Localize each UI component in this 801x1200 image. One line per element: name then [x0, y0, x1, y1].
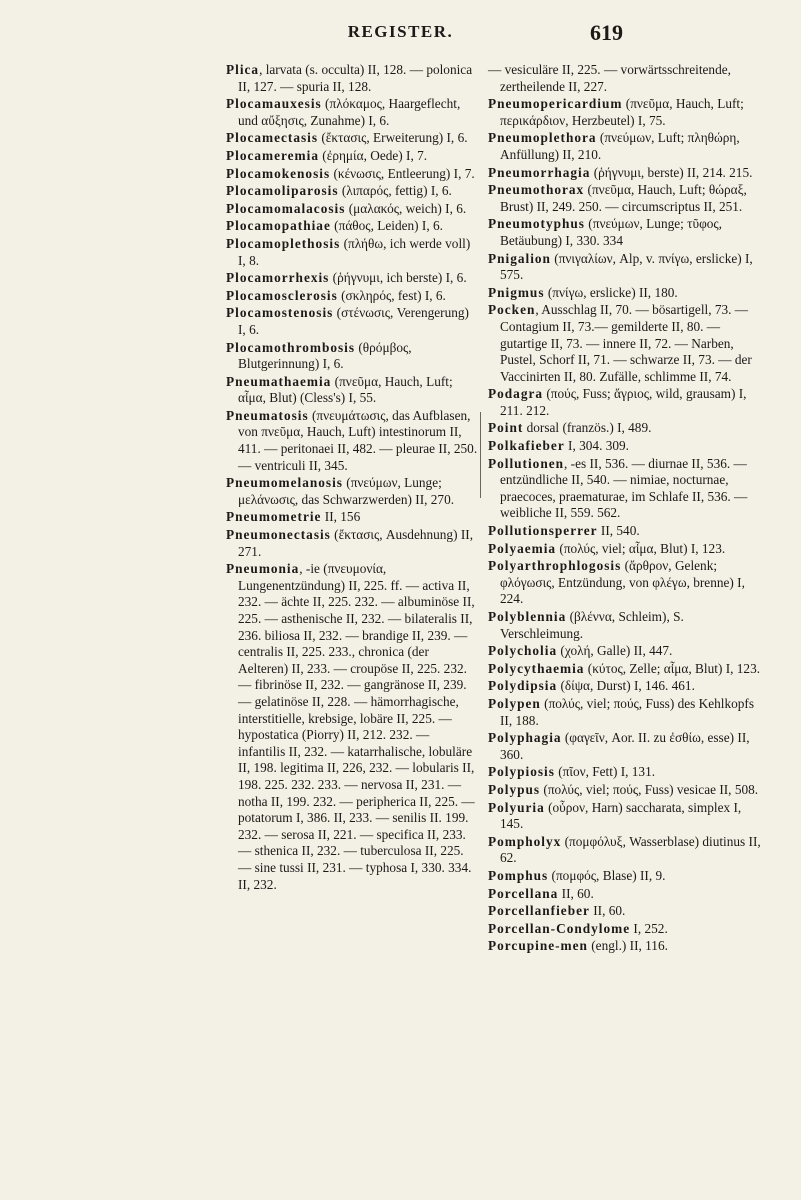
- index-term: Pneumoplethora: [488, 130, 597, 146]
- index-entry: [488, 130, 766, 163]
- index-entry: [226, 270, 478, 287]
- index-term: Polyblennia: [488, 609, 567, 624]
- index-entry-text: (ἄρθρον, Gelenk; φλόγωσις, Entzündung, von φλέγω, brenne) I, 224.: [500, 558, 745, 607]
- index-entry-text: (πνίγω, erslicke) II, 180.: [544, 284, 678, 300]
- index-entry: [488, 868, 766, 885]
- index-entry-text: (πνεῦμα, Hauch, Luft; περικάρδιον, Herzbeutel) I, 75.: [500, 96, 744, 128]
- page-number: 619: [590, 20, 623, 45]
- index-entry: [226, 148, 478, 165]
- index-entry: [226, 509, 478, 526]
- index-entry: [488, 764, 766, 781]
- index-term: Pneumopericardium: [488, 96, 623, 112]
- index-entry: [226, 340, 478, 373]
- index-entry-text: I, 304. 309.: [564, 438, 629, 454]
- index-term: Porcellan-Condylome: [488, 920, 631, 936]
- index-entry-text: , Ausschlag II, 70. — bösartigell, 73. — Contagium II, 73.— gemilderte II, 80. — gutartige II, 73. — innere II, 72. — Narben, Pustel, Schorf II, 71. — schwarze II, 73. — der Vaccinirten II, 80. Zufälle, schlimme II, 74.: [500, 302, 752, 384]
- index-entry: [226, 236, 478, 269]
- index-entry-text: (πολύς, viel; πούς, Fuss) vesicae II, 508.: [540, 781, 759, 797]
- index-entry-text: (πνεῦμα, Hauch, Luft; αἷμα, Blut) (Cless's) I, 55.: [238, 373, 453, 406]
- index-entry-text: (πῖον, Fett) I, 131.: [554, 764, 656, 780]
- index-term: Polkafieber: [488, 438, 565, 454]
- index-entry: [488, 302, 766, 385]
- index-entry-text: (πλήθω, ich werde voll) I, 8.: [238, 235, 471, 268]
- index-term: Point: [488, 420, 524, 436]
- index-entry-text: (πολύς, viel; πούς, Fuss) des Kehlkopfs II, 188.: [500, 695, 755, 728]
- index-entry: [226, 305, 478, 338]
- index-entry-text: , -es II, 536. — diurnae II, 536. — entzündliche II, 540. — nimiae, nocturnae, praecoces, praematurae, im Schlafe II, 536. — weibliche II, 559. 562.: [500, 455, 748, 521]
- index-entry-text: (πνιγαλίων, Alp, v. πνίγω, erslicke) I, 575.: [500, 250, 753, 283]
- index-entry: [226, 527, 478, 560]
- index-entry-text: (πούς, Fuss; ἄγριος, wild, grausam) I, 211. 212.: [500, 386, 747, 418]
- index-entry-text: (πνεῦμα, Hauch, Luft; θώραξ, Brust) II, 249. 250. — circumscriptus II, 251.: [500, 182, 747, 214]
- index-entry: [488, 834, 766, 867]
- index-entry: [488, 386, 766, 419]
- running-head: REGISTER.: [347, 22, 454, 41]
- index-entry-text: (ἔκτασις, Ausdehnung) II, 271.: [238, 527, 474, 559]
- index-term: Pneumometrie: [226, 509, 322, 525]
- index-entry-text: (στένωσις, Verengerung) I, 6.: [238, 305, 469, 337]
- index-entry-text: (ἐρημία, Oede) I, 7.: [318, 147, 428, 163]
- index-term: Podagra: [488, 386, 544, 402]
- index-entry-text: (φαγεῖν, Aor. II. zu ἐσθίω, esse) II, 360.: [500, 730, 750, 762]
- index-term: Pneumonia: [226, 561, 300, 577]
- index-entry: [226, 183, 478, 200]
- index-entry: [226, 96, 478, 129]
- index-entry: [226, 201, 478, 218]
- index-entry: [488, 661, 766, 678]
- index-entry: [488, 800, 766, 833]
- index-term: Plocamectasis: [226, 130, 319, 146]
- index-entry: [488, 678, 766, 695]
- index-entry: [488, 886, 766, 903]
- index-column-right: [488, 62, 766, 956]
- index-entry: [226, 166, 478, 183]
- index-entry-text: (θρόμβος, Blutgerinnung) I, 6.: [238, 339, 412, 372]
- index-entry: [226, 475, 478, 508]
- index-entry: [488, 62, 766, 95]
- index-entry-text: (ῥήγνυμι, berste) II, 214. 215.: [590, 164, 753, 180]
- index-entry: [488, 251, 766, 284]
- index-term: Polycholia: [488, 643, 558, 659]
- index-entry-text: (engl.) II, 116.: [587, 938, 668, 954]
- index-term: Pollutionsperrer: [488, 523, 598, 539]
- index-entry-text: (ῥήγνυμι, ich berste) I, 6.: [329, 270, 467, 286]
- index-term: Polypus: [488, 781, 541, 797]
- index-term: Pneumatosis: [226, 407, 309, 423]
- index-term: Polyuria: [488, 799, 545, 815]
- index-term: Plocameremia: [226, 147, 319, 163]
- index-entry-text: I, 252.: [630, 920, 668, 936]
- index-entry-text: (πάθος, Leiden) I, 6.: [330, 218, 443, 234]
- index-term: Pnigalion: [488, 250, 551, 266]
- index-term: Polycythaemia: [488, 660, 585, 676]
- index-entry-text: (κύτος, Zelle; αἷμα, Blut) I, 123.: [584, 660, 761, 676]
- index-term: Pneumothorax: [488, 182, 585, 198]
- index-term: Polyaemia: [488, 540, 557, 556]
- index-entry-text: II, 60.: [558, 885, 594, 901]
- index-entry-text: (λιπαρός, fettig) I, 6.: [338, 183, 452, 199]
- index-entry: [488, 165, 766, 182]
- index-term: Porcellanfieber: [488, 903, 590, 919]
- index-entry-text: (πνεύμων, Luft; πληθώρη, Anfüllung) II, 210.: [500, 130, 740, 162]
- index-entry-text: (πνευμάτωσις, das Aufblasen, von πνεῦμα, Hauch, Luft) intestinorum II, 411. — peritonaei II, 482. — pleurae II, 250. — ventriculi II, 345.: [238, 407, 478, 473]
- index-entry-text: (πολύς, viel; αἷμα, Blut) I, 123.: [556, 540, 726, 556]
- index-entry-text: (μαλακός, weich) I, 6.: [345, 200, 467, 216]
- index-term: Polypen: [488, 695, 541, 711]
- index-entry: [488, 558, 766, 608]
- index-entry: [488, 216, 766, 249]
- index-entry: [488, 541, 766, 558]
- index-term: Pneumomelanosis: [226, 475, 343, 491]
- index-entry: [488, 285, 766, 302]
- index-entry: [488, 438, 766, 455]
- index-entry-text: , -ie (πνευμονία, Lungenentzündung) II, 225. ff. — activa II, 232. — ächte II, 225. 232. — albuminöse II, 225. — asthenische II, 232. — bilateralis II, 236. biliosa II, 232. — brandige II, 239. — centralis II, 225. 233., chronica (der Aelteren) II, 233. — croupöse II, 225. 232. — fibrinöse II, 232. — gangränose II, 239. — gelatinöse II, 228. — hämorrhagische, interstitielle, krebsige, lobäre II, 225. — hypostatica (Piorry) II, 212. 232. — infantilis II, 232. — katarrhalische, lobuläre II, 198. legitima II, 226, 232. — lobularis II, 198. 225. 232. 233. — nervosa II, 231. — notha II, 199. 232. — peripherica II, 225. — potatorum I, 386. II, 233. — senilis II. 199. 232. — serosa II, 221. — specifica II, 233. — sthenica II, 232. — tuberculosa II, 225. — sine tussi II, 231. — typhosa I, 330. 334. II, 232.: [238, 561, 475, 892]
- index-entry: [226, 408, 478, 474]
- index-entry: [226, 62, 478, 95]
- index-term: Polyarthrophlogosis: [488, 558, 622, 574]
- index-entry: [488, 921, 766, 938]
- index-entry-text: (κένωσις, Entleerung) I, 7.: [330, 165, 475, 181]
- index-entry-text: dorsal (französ.) I, 489.: [523, 420, 652, 436]
- index-term: Plocamoplethosis: [226, 235, 341, 251]
- index-entry-text: (οὖρον, Harn) saccharata, simplex I, 145.: [500, 799, 742, 832]
- index-term: Pneumorrhagia: [488, 164, 591, 180]
- index-entry-text: (δίψα, Durst) I, 146. 461.: [557, 678, 695, 694]
- index-entry: [488, 523, 766, 540]
- index-entry-text: (χολή, Galle) II, 447.: [557, 643, 673, 659]
- index-entry: [488, 730, 766, 763]
- index-entry-text: — vesiculäre II, 225. — vorwärtsschreitende, zertheilende II, 227.: [488, 62, 731, 94]
- index-term: Pomphus: [488, 867, 549, 883]
- index-term: Plocamomalacosis: [226, 200, 346, 216]
- index-entry: [488, 938, 766, 955]
- index-entry-text: , larvata (s. occulta) II, 128. — polonica II, 127. — spuria II, 128.: [238, 62, 473, 94]
- index-entry: [488, 782, 766, 799]
- page-header: [0, 20, 801, 52]
- index-term: Polyphagia: [488, 730, 562, 746]
- index-entry: [226, 130, 478, 147]
- index-term: Polydipsia: [488, 678, 558, 694]
- index-entry-text: (πομφόλυξ, Wasserblase) diutinus II, 62.: [500, 833, 761, 866]
- index-entry: [226, 561, 478, 893]
- index-entry: [488, 420, 766, 437]
- index-entry-text: (πνεύμων, Lunge; τῦφος, Betäubung) I, 330. 334: [500, 216, 722, 248]
- index-entry: [488, 182, 766, 215]
- index-term: Plocamauxesis: [226, 96, 322, 112]
- index-term: Pnigmus: [488, 284, 545, 300]
- index-entry: [488, 456, 766, 522]
- index-term: Pneumathaemia: [226, 373, 332, 389]
- index-term: Pompholyx: [488, 833, 562, 849]
- index-entry: [488, 609, 766, 642]
- index-term: Plocamoliparosis: [226, 183, 339, 199]
- index-entry-text: (πνεύμων, Lunge; μελάνωσις, das Schwarzwerden) II, 270.: [238, 475, 455, 507]
- index-entry: [488, 96, 766, 129]
- index-entry: [226, 374, 478, 407]
- index-term: Plocamothrombosis: [226, 339, 356, 355]
- index-term: Plocamosclerosis: [226, 287, 338, 303]
- index-term: Plica: [226, 62, 260, 77]
- index-entry: [226, 288, 478, 305]
- index-entry-text: II, 156: [321, 509, 361, 525]
- index-term: Porcellana: [488, 885, 559, 901]
- index-term: Plocamopathiae: [226, 218, 331, 234]
- index-term: Pocken: [488, 302, 536, 318]
- index-entry-text: (σκληρός, fest) I, 6.: [337, 287, 446, 303]
- index-term: Porcupine-men: [488, 938, 588, 954]
- index-column-left: [226, 62, 478, 894]
- index-entry: [488, 643, 766, 660]
- index-entry-text: (πομφός, Blase) II, 9.: [548, 867, 666, 883]
- index-term: Pneumonectasis: [226, 527, 331, 543]
- index-entry: [488, 696, 766, 729]
- index-term: Plocamorrhexis: [226, 270, 330, 286]
- index-term: Plocamostenosis: [226, 305, 334, 321]
- index-entry: [226, 218, 478, 235]
- index-entry-text: (ἔκτασις, Erweiterung) I, 6.: [318, 130, 468, 146]
- index-entry-text: II, 540.: [597, 523, 640, 539]
- index-term: Polypiosis: [488, 764, 555, 780]
- index-entry-text: II, 60.: [589, 903, 626, 919]
- index-term: Pneumotyphus: [488, 216, 585, 232]
- column-rule: [480, 412, 481, 498]
- index-entry: [488, 903, 766, 920]
- index-entry-text: (βλέννα, Schleim), S. Verschleimung.: [500, 609, 684, 641]
- index-entry-text: (πλόκαμος, Haargeflecht, und αὔξησις, Zunahme) I, 6.: [238, 96, 461, 128]
- index-term: Pollutionen: [488, 455, 565, 471]
- index-term: Plocamokenosis: [226, 165, 331, 181]
